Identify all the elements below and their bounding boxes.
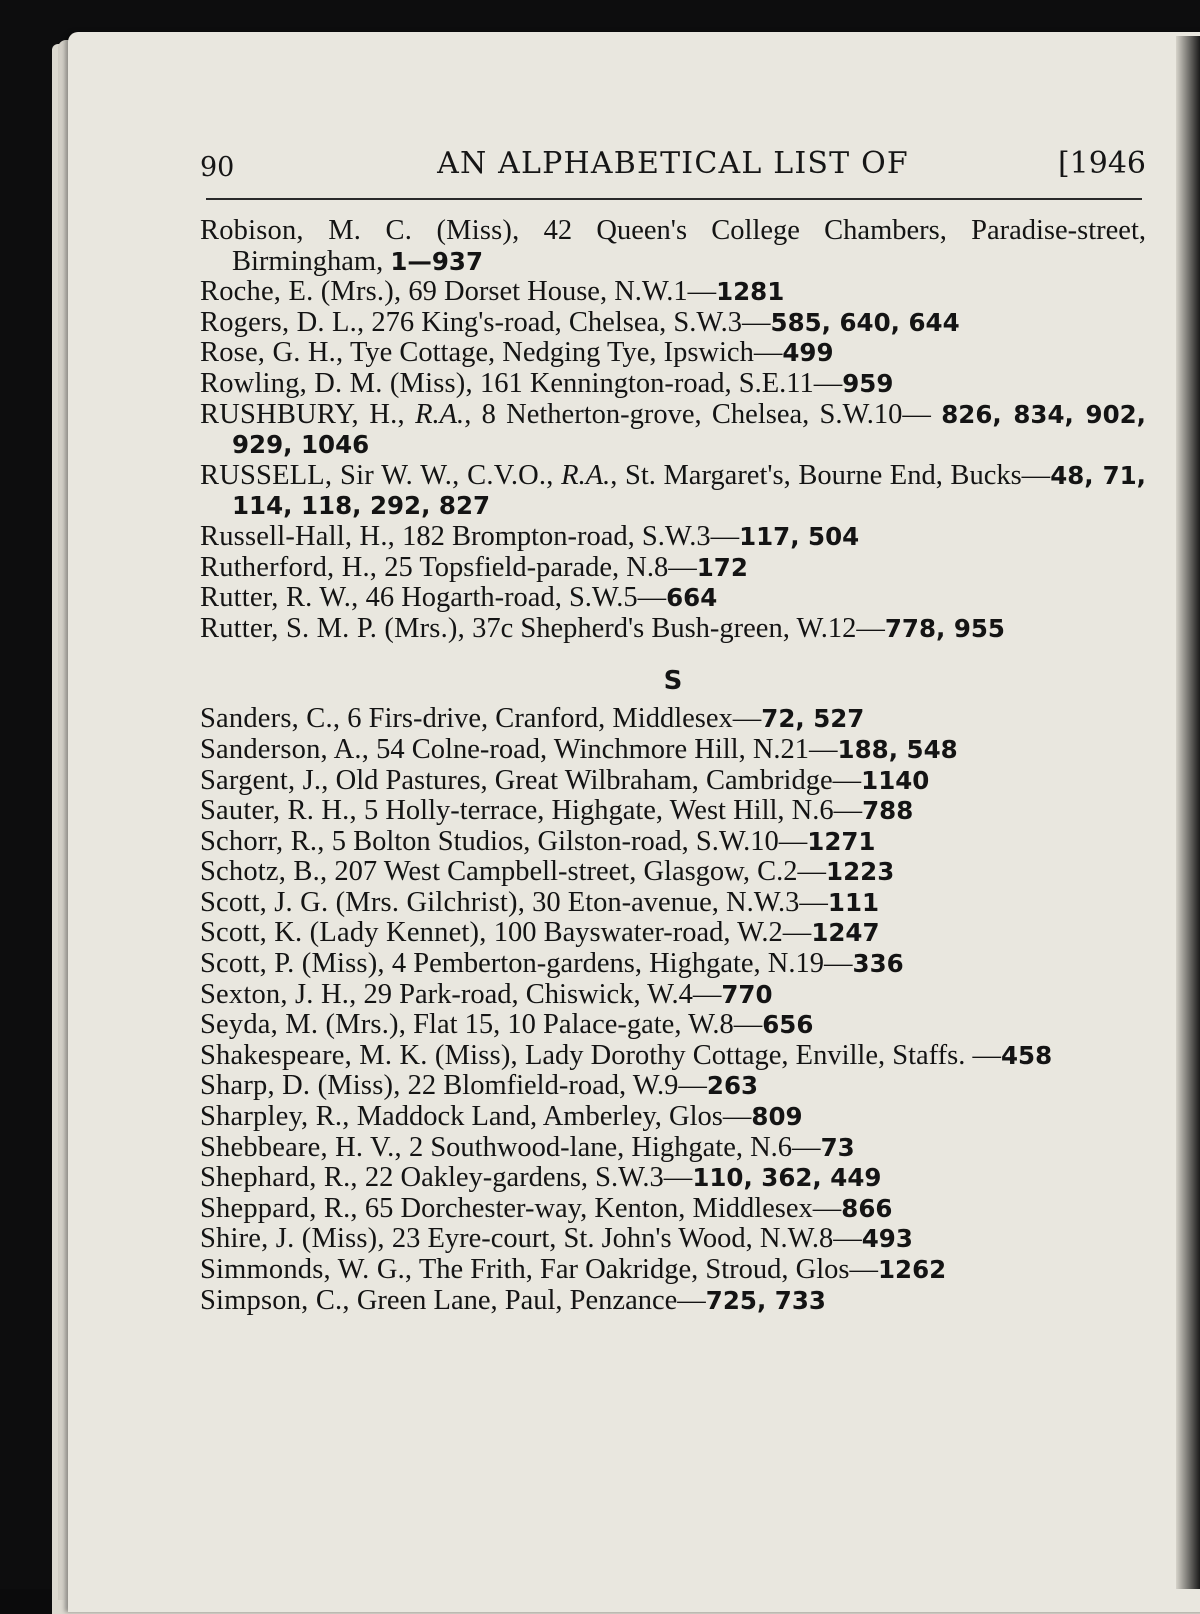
entry-name: Scott, K. (Lady Kennet), xyxy=(200,917,487,949)
entry-name: Roche, E. (Mrs.), xyxy=(200,276,402,308)
entry-address: Old Pastures, Great Wilbraham, Cambridge— xyxy=(328,764,862,796)
list-item xyxy=(200,1133,1146,1164)
entry-address: 37c Shepherd's Bush-green, W.12— xyxy=(464,612,885,644)
entry-name: Simpson, C., xyxy=(200,1284,350,1316)
entry-catalogue-numbers: 959 xyxy=(842,368,894,398)
entry-catalogue-numbers: 48, 71, 114, 118, 292, 827 xyxy=(232,460,1146,521)
entry-name: Sexton, J. H., xyxy=(200,978,357,1010)
entry-address: 22 Oakley-gardens, S.W.3— xyxy=(357,1162,693,1194)
entry-address: Tye Cottage, Nedging Tye, Ipswich— xyxy=(343,337,783,369)
list-item xyxy=(200,308,1146,339)
entry-catalogue-numbers: 117, 504 xyxy=(739,521,860,551)
entry-catalogue-numbers: 73 xyxy=(820,1132,855,1162)
list-item xyxy=(200,614,1146,645)
entry-catalogue-numbers: 1262 xyxy=(877,1255,947,1284)
list-item xyxy=(200,1224,1146,1255)
entry-name: Rutherford, H., xyxy=(200,551,378,583)
entry-address: 5 Holly-terrace, Highgate, West Hill, N.6— xyxy=(356,795,863,827)
entry-name: Rowling, D. M. (Miss), xyxy=(200,367,473,399)
entry-honour: R.A. xyxy=(404,398,465,430)
list-item xyxy=(200,1194,1146,1225)
list-item xyxy=(200,1102,1146,1133)
entry-name: Shebbeare, H. V., xyxy=(200,1131,402,1163)
entry-address: 65 Dorchester-way, Kenton, Middlesex— xyxy=(357,1192,842,1224)
entry-address: 25 Topsfield-parade, N.8— xyxy=(377,551,697,583)
entry-name: Sauter, R. H., xyxy=(200,795,357,827)
entry-address: 4 Pemberton-gardens, Highgate, N.19— xyxy=(384,948,853,980)
entry-catalogue-numbers: 172 xyxy=(696,552,748,582)
entry-name: Sheppard, R., xyxy=(200,1192,358,1224)
entry-address: , St. Margaret's, Bourne End, Bucks— xyxy=(610,459,1051,491)
list-item xyxy=(200,583,1146,614)
list-item xyxy=(200,918,1146,949)
entry-catalogue-numbers: 826, 834, 902, 929, 1046 xyxy=(232,399,1146,460)
entry-name: Sanders, C., xyxy=(200,703,341,735)
entry-name: Schotz, B., xyxy=(200,856,328,888)
entry-name: Simmonds, W. G., xyxy=(200,1254,413,1285)
entry-catalogue-numbers: 585, 640, 644 xyxy=(770,307,960,337)
entry-name: Seyda, M. (Mrs.), xyxy=(200,1009,407,1041)
entry-catalogue-numbers: 1247 xyxy=(811,918,880,948)
entry-catalogue-numbers: 110, 362, 449 xyxy=(692,1163,882,1193)
entry-name: Scott, P. (Miss), xyxy=(200,948,385,980)
entry-address: 161 Kennington-road, S.E.11— xyxy=(472,367,843,399)
entry-name: Rose, G. H., xyxy=(200,337,344,369)
entry-address: Flat 15, 10 Palace-gate, W.8— xyxy=(406,1009,763,1041)
list-item xyxy=(200,1071,1146,1102)
entry-name: Rutter, S. M. P. (Mrs.), xyxy=(200,612,465,644)
entry-address: The Frith, Far Oakridge, Stroud, Glos— xyxy=(412,1254,878,1285)
entry-name: Shire, J. (Miss), xyxy=(200,1223,385,1255)
entry-catalogue-numbers: 778, 955 xyxy=(884,613,1005,643)
entry-address: Maddock Land, Amberley, Glos— xyxy=(349,1101,752,1133)
list-item xyxy=(200,827,1146,858)
entry-catalogue-numbers: 866 xyxy=(841,1193,893,1223)
entry-name: Sargent, J., xyxy=(200,764,329,796)
list-item xyxy=(200,888,1146,919)
entry-address: 276 King's-road, Chelsea, S.W.3— xyxy=(364,306,771,338)
list-item xyxy=(200,553,1146,584)
section-s-entries xyxy=(200,704,1146,1316)
entry-catalogue-numbers: 664 xyxy=(666,583,718,613)
list-item xyxy=(200,766,1146,797)
entry-catalogue-numbers: 72, 527 xyxy=(761,704,865,734)
entry-address: 30 Eton-avenue, N.W.3— xyxy=(525,886,828,918)
list-item xyxy=(200,369,1146,400)
entry-catalogue-numbers: 111 xyxy=(827,887,880,917)
entry-address: Lady Dorothy Cottage, Enville, Staffs. — xyxy=(517,1039,1001,1071)
list-item xyxy=(200,949,1146,980)
entry-address: 23 Eyre-court, St. John's Wood, N.W.8— xyxy=(384,1223,862,1255)
entry-catalogue-numbers: 1271 xyxy=(807,826,876,856)
entry-address: 54 Colne-road, Winchmore Hill, N.21— xyxy=(369,733,838,765)
entry-address: 22 Blomfield-road, W.9— xyxy=(400,1070,707,1102)
list-item xyxy=(200,1286,1146,1317)
entry-address: Green Lane, Paul, Penzance— xyxy=(349,1284,706,1316)
entry-catalogue-numbers: 725, 733 xyxy=(705,1285,826,1315)
entry-list xyxy=(200,216,1146,1316)
entry-catalogue-numbers: 1140 xyxy=(861,765,930,795)
page-header xyxy=(200,146,1146,190)
entry-address: 42 Queen's College Chambers, Paradise-street, Birmingham, xyxy=(232,215,1146,277)
list-item xyxy=(200,522,1146,553)
list-item xyxy=(200,1041,1146,1072)
header-rule xyxy=(206,198,1142,200)
list-item xyxy=(200,857,1146,888)
page-number: 90 xyxy=(200,152,235,183)
entry-name: Shakespeare, M. K. (Miss), xyxy=(200,1039,518,1071)
entry-name: Schorr, R., xyxy=(200,825,325,857)
entry-name: RUSSELL, Sir W. W., C.V.O., xyxy=(200,459,554,491)
running-title: AN ALPHABETICAL LIST OF xyxy=(437,146,909,181)
entry-name: Robison, M. C. (Miss), xyxy=(200,215,520,246)
entry-catalogue-numbers: 656 xyxy=(762,1010,814,1040)
entry-catalogue-numbers: 263 xyxy=(706,1071,759,1101)
entry-catalogue-numbers: 1—937 xyxy=(390,246,484,276)
list-item xyxy=(200,216,1146,277)
entry-name: Russell-Hall, H., xyxy=(200,520,395,552)
entry-address: 46 Hogarth-road, S.W.5— xyxy=(358,582,667,614)
list-item xyxy=(200,338,1146,369)
entry-address: 6 Firs-drive, Cranford, Middlesex— xyxy=(340,703,762,735)
list-item xyxy=(200,277,1146,308)
list-item xyxy=(200,1255,1146,1286)
entry-address: 182 Brompton-road, S.W.3— xyxy=(394,520,740,552)
entry-address: , 8 Netherton-grove, Chelsea, S.W.10— xyxy=(464,398,942,430)
entry-name: Sanderson, A., xyxy=(200,733,370,765)
entry-catalogue-numbers: 809 xyxy=(751,1102,803,1132)
year-label: [1946 xyxy=(1057,146,1146,181)
entry-name: Shephard, R., xyxy=(200,1162,358,1194)
entry-address: 100 Bayswater-road, W.2— xyxy=(486,917,812,949)
entry-catalogue-numbers: 336 xyxy=(852,949,904,979)
entry-name: Rogers, D. L., xyxy=(200,306,365,338)
entry-catalogue-numbers: 499 xyxy=(782,338,834,368)
entry-address: 69 Dorset House, N.W.1— xyxy=(401,276,717,308)
list-item xyxy=(200,980,1146,1011)
list-item xyxy=(200,735,1146,766)
entry-catalogue-numbers: 493 xyxy=(861,1224,913,1254)
entry-name: Sharpley, R., xyxy=(200,1101,350,1133)
section-letter: S xyxy=(663,666,683,697)
entry-catalogue-numbers: 770 xyxy=(721,979,773,1009)
entry-name: Scott, J. G. (Mrs. Gilchrist), xyxy=(200,886,526,918)
section-r-entries xyxy=(200,216,1146,644)
entry-address: 2 Southwood-lane, Highgate, N.6— xyxy=(401,1131,821,1163)
list-item xyxy=(200,1163,1146,1194)
list-item xyxy=(200,704,1146,735)
entry-name: Rutter, R. W., xyxy=(200,582,359,614)
entry-name: Sharp, D. (Miss), xyxy=(200,1070,401,1102)
binding-shadow xyxy=(1176,36,1200,1589)
list-item xyxy=(200,796,1146,827)
entry-catalogue-numbers: 458 xyxy=(1000,1040,1053,1070)
list-item xyxy=(200,1010,1146,1041)
entry-catalogue-numbers: 788 xyxy=(862,796,914,826)
entry-catalogue-numbers: 1223 xyxy=(826,857,895,887)
entry-catalogue-numbers: 1281 xyxy=(716,277,785,307)
entry-honour: R.A. xyxy=(553,459,611,491)
entry-name: RUSHBURY, H., xyxy=(200,398,405,430)
entry-catalogue-numbers: 188, 548 xyxy=(837,734,958,764)
entry-address: 207 West Campbell-street, Glasgow, C.2— xyxy=(327,856,827,888)
entry-address: 29 Park-road, Chiswick, W.4— xyxy=(356,978,722,1010)
entry-address: 5 Bolton Studios, Gilston-road, S.W.10— xyxy=(324,825,808,857)
list-item xyxy=(200,400,1146,461)
list-item xyxy=(200,461,1146,522)
